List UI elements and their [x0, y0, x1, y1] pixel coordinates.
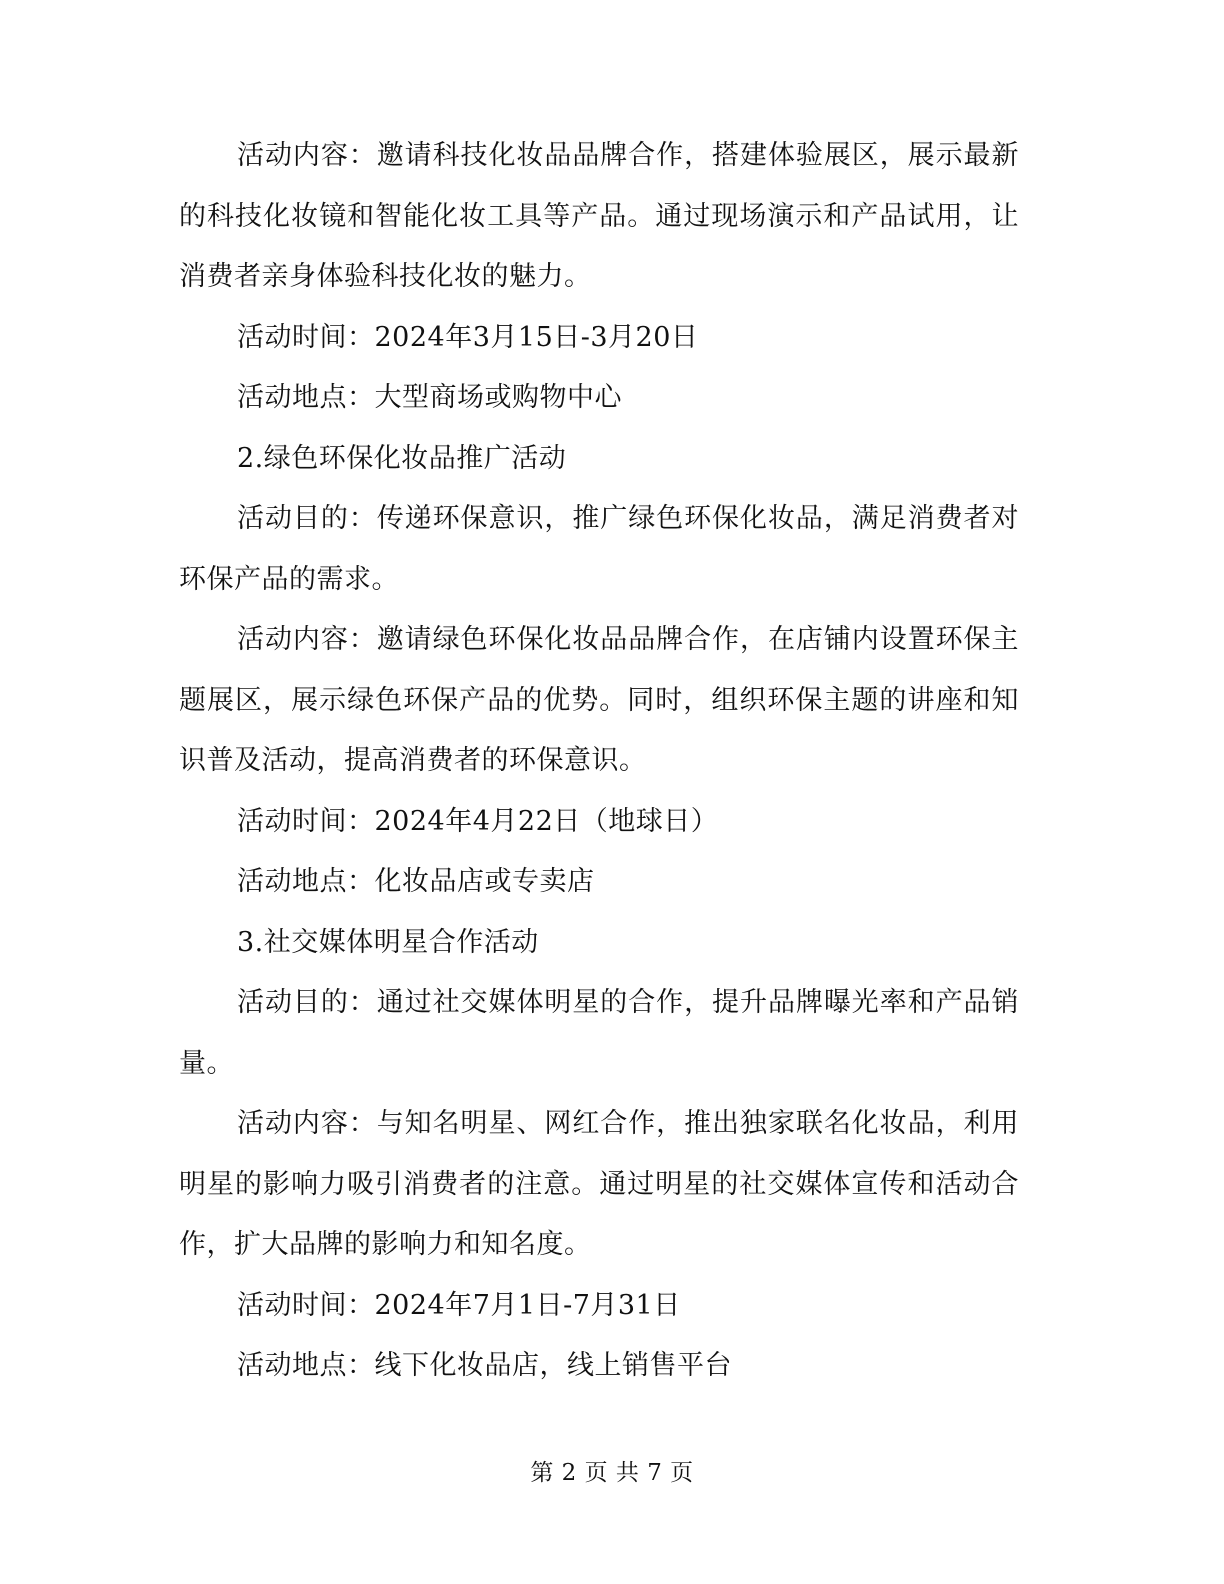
document-body [179, 126, 1019, 1397]
paragraph-activity-content-3: 活动内容：与知名明星、网红合作，推出独家联名化妆品，利用明星的影响力吸引消费者的注意。通过明星的社交媒体宣传和活动合作，扩大品牌的影响力和知名度。 [179, 1108, 1019, 1260]
paragraph-activity-location-1: 活动地点：大型商场或购物中心 [237, 382, 622, 413]
section-heading-3: 3.社交媒体明星合作活动 [237, 926, 539, 958]
paragraph-activity-location-2: 活动地点：化妆品店或专卖店 [237, 866, 595, 897]
paragraph-activity-time-1: 活动时间：2024年3月15日-3月20日 [237, 321, 699, 353]
paragraph-activity-goal-2: 活动目的：传递环保意识，推广绿色环保化妆品，满足消费者对环保产品的需求。 [179, 503, 1019, 595]
section-heading-2: 2.绿色环保化妆品推广活动 [237, 442, 567, 474]
paragraph-activity-content-2: 活动内容：邀请绿色环保化妆品品牌合作，在店铺内设置环保主题展区，展示绿色环保产品的优势。同时，组织环保主题的讲座和知识普及活动，提高消费者的环保意识。 [179, 624, 1019, 776]
paragraph-activity-time-3: 活动时间：2024年7月1日-7月31日 [237, 1289, 681, 1321]
paragraph-activity-content-1: 活动内容：邀请科技化妆品品牌合作，搭建体验展区，展示最新的科技化妆镜和智能化妆工具等产品。通过现场演示和产品试用，让消费者亲身体验科技化妆的魅力。 [179, 140, 1019, 292]
paragraph-activity-location-3: 活动地点：线下化妆品店，线上销售平台 [237, 1350, 732, 1381]
page-number-footer: 第 2 页 共 7 页 [530, 1460, 694, 1486]
paragraph-activity-time-2: 活动时间：2024年4月22日（地球日） [237, 805, 719, 837]
paragraph-activity-goal-3: 活动目的：通过社交媒体明星的合作，提升品牌曝光率和产品销量。 [179, 987, 1019, 1079]
